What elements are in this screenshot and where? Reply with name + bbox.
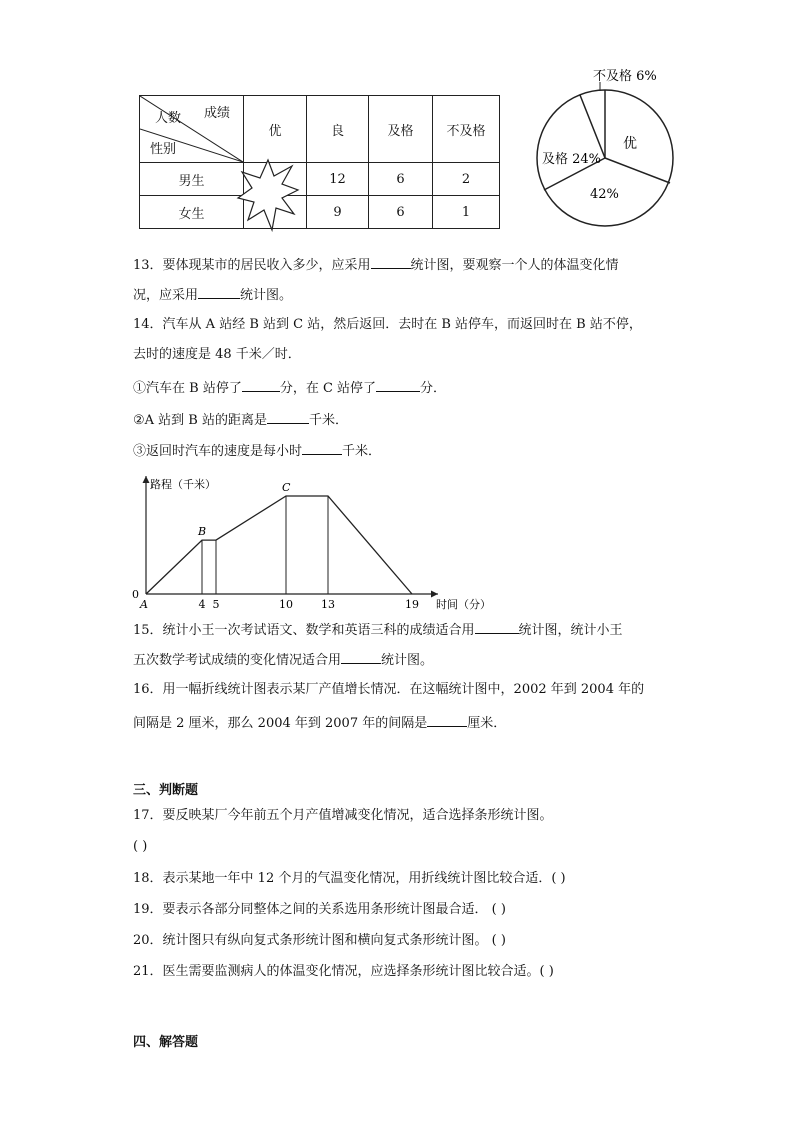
q16-text: 间隔是 2 厘米，那么 2004 年到 2007 年的间隔是 <box>133 716 428 731</box>
x-tick-label: 4 <box>198 598 206 611</box>
question-14-part1 <box>133 378 446 398</box>
question-16-cont <box>133 713 506 733</box>
corner-bottom-label: 性别 <box>150 142 177 157</box>
x-tick-label: 13 <box>321 598 335 611</box>
x-tick-label: 5 <box>212 598 220 611</box>
q15-text: 15．统计小王一次考试语文、数学和英语三科的成绩适合用 <box>133 623 475 638</box>
table-cell: 12 <box>307 163 369 196</box>
question-14-part3 <box>133 441 381 461</box>
table-row <box>140 163 500 196</box>
q13-text: 统计图。 <box>240 288 293 303</box>
q13-text: 况，应采用 <box>133 288 199 303</box>
question-19: 19．要表示各部分同整体之间的关系选用条形统计图最合适． ( ) <box>133 902 506 917</box>
header-good: 良 <box>307 96 369 163</box>
q15-text: 统计图，统计小王 <box>518 623 623 638</box>
x-tick-label: 10 <box>279 598 293 611</box>
q16-text: 厘米． <box>467 716 507 731</box>
table-cell: 2 <box>433 163 500 196</box>
table-cell: 9 <box>307 196 369 229</box>
answer-blank[interactable] <box>302 441 342 455</box>
answer-blank[interactable] <box>475 620 519 634</box>
answer-blank[interactable] <box>427 713 467 727</box>
question-17-answer[interactable]: ( ) <box>133 839 148 854</box>
question-13-cont <box>133 285 292 305</box>
answer-blank[interactable] <box>267 410 309 424</box>
x-tick-label: 19 <box>405 598 419 611</box>
origin-label: 0 <box>132 588 139 601</box>
pie-label-pass: 及格 24% <box>542 152 602 167</box>
table-corner-cell <box>140 96 244 163</box>
row-label-girls: 女生 <box>140 196 244 229</box>
point-label: C <box>282 481 291 494</box>
ink-blot-icon <box>236 158 300 238</box>
q14-1-text: ①汽车在 B 站停了 <box>133 381 242 396</box>
answer-blank[interactable] <box>198 285 240 299</box>
q14-2-text: 千米． <box>309 413 349 428</box>
q14-1-text: 分，在 C 站停了 <box>279 381 377 396</box>
row-label-boys: 男生 <box>140 163 244 196</box>
table-row <box>140 196 500 229</box>
table-cell: 6 <box>369 196 433 229</box>
table-cell: 6 <box>369 163 433 196</box>
question-18: 18．表示某地一年中 12 个月的气温变化情况，用折线统计图比较合适．( ) <box>133 871 566 886</box>
corner-top-label: 成绩 <box>204 106 231 121</box>
question-14: 14．汽车从 A 站经 B 站到 C 站，然后返回．去时在 B 站停车，而返回时在 B 站不停， <box>133 317 642 332</box>
answer-blank[interactable] <box>242 378 280 392</box>
y-axis-label: 路程（千米） <box>150 478 216 491</box>
header-fail: 不及格 <box>433 96 500 163</box>
q15-text: 五次数学考试成绩的变化情况适合用 <box>133 653 342 668</box>
answer-blank[interactable] <box>371 255 411 269</box>
question-16: 16．用一幅折线统计图表示某厂产值增长情况．在这幅统计图中，2002 年到 2004 年的 <box>133 682 645 697</box>
header-excellent: 优 <box>244 96 307 163</box>
q13-text: 13．要体现某市的居民收入多少，应采用 <box>133 258 371 273</box>
question-21: 21．医生需要监测病人的体温变化情况，应选择条形统计图比较合适。( ) <box>133 964 554 979</box>
pie-chart <box>530 62 710 242</box>
header-pass: 及格 <box>369 96 433 163</box>
trip-line <box>146 496 412 594</box>
question-13 <box>133 255 619 275</box>
q13-text: 统计图，要观察一个人的体温变化情 <box>410 258 619 273</box>
question-20: 20．统计图只有纵向复式条形统计图和横向复式条形统计图。 ( ) <box>133 933 506 948</box>
x-axis-label: 时间（分） <box>436 598 491 611</box>
distance-time-chart <box>128 470 498 612</box>
answer-blank[interactable] <box>376 378 420 392</box>
question-17: 17．要反映某厂今年前五个月产值增减变化情况，适合选择条形统计图。 <box>133 808 553 823</box>
section-3-title: 三、判断题 <box>133 783 199 798</box>
q14-2-text: ②A 站到 B 站的距离是 <box>133 413 267 428</box>
point-label: B <box>198 525 207 539</box>
pie-label-good: 42% <box>590 187 619 202</box>
answer-blank[interactable] <box>341 650 381 664</box>
corner-mid-label: 人数 <box>155 111 182 126</box>
pie-label-fail: 不及格 6% <box>593 69 657 84</box>
section-4-title: 四、解答题 <box>133 1035 199 1050</box>
pie-label-excellent: 优 <box>623 136 637 152</box>
q14-3-text: 千米． <box>342 444 382 459</box>
question-15 <box>133 620 623 640</box>
q14-1-text: 分． <box>420 381 447 396</box>
point-label-a: A <box>140 598 148 611</box>
score-table <box>139 95 500 229</box>
question-14-cont: 去时的速度是 48 千米／时． <box>133 347 301 362</box>
q14-3-text: ③返回时汽车的速度是每小时 <box>133 444 303 459</box>
table-cell: 1 <box>433 196 500 229</box>
question-14-part2 <box>133 410 348 430</box>
q15-text: 统计图。 <box>381 653 434 668</box>
question-15-cont <box>133 650 433 670</box>
